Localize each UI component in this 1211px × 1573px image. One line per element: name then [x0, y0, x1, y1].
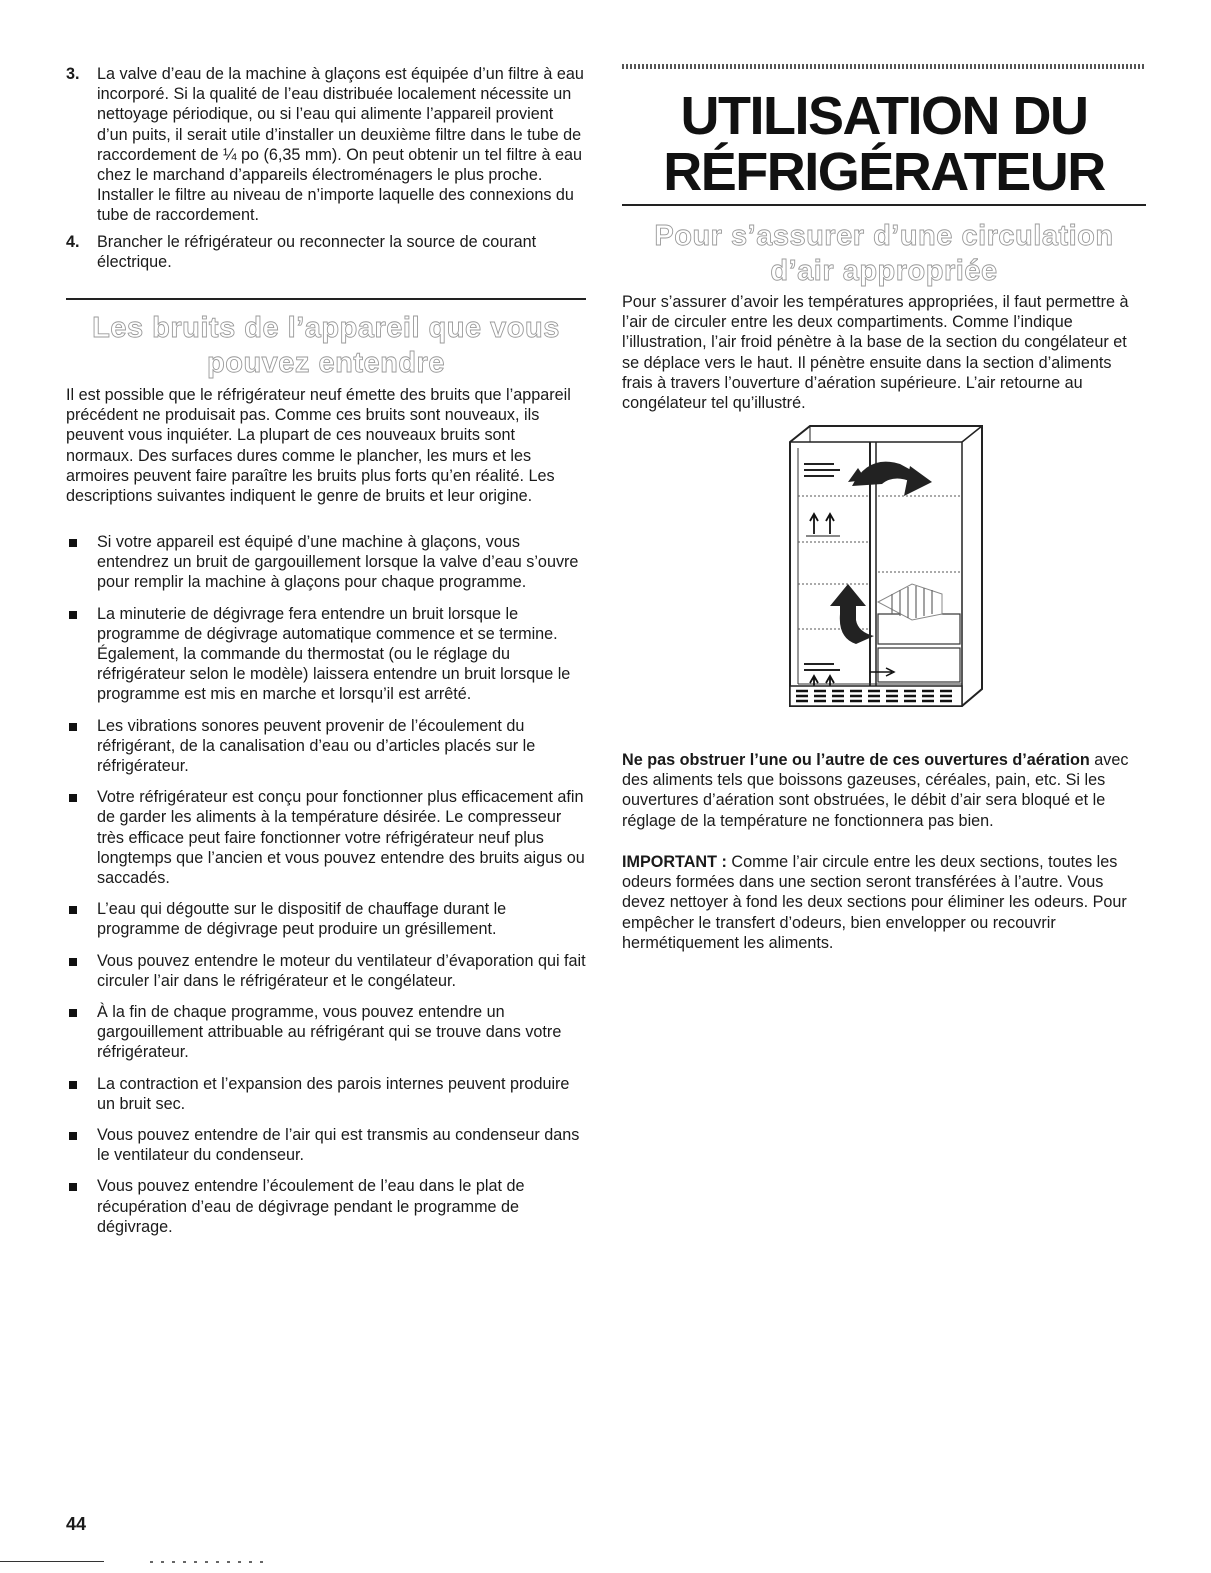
crisper-drawer [878, 648, 960, 682]
list-item: Vous pouvez entendre l’écoulement de l’eau dans le plat de récupération d’eau de dégivrage pendant le programme de dégivrage. [66, 1176, 586, 1237]
list-item: Les vibrations sonores peuvent provenir de l’écoulement du réfrigérant, de la canalisation d’eau ou d’articles placés sur le réfrigérateur. [66, 716, 586, 777]
important-label: IMPORTANT : [622, 853, 727, 871]
installation-steps [66, 64, 586, 272]
list-item: La contraction et l’expansion des parois internes peuvent produire un bruit sec. [66, 1074, 586, 1114]
list-item: La minuterie de dégivrage fera entendre un bruit lorsque le programme de dégivrage automatique commence et se termine. Également, la commande du thermostat (ou le réglage du réfrigérateur selon le modèle) laissera entendre un bruit lorsque le programme est mis en marche et lorsqu’il est arrêté. [66, 604, 586, 705]
page-number: 44 [66, 1514, 87, 1534]
list-item: L’eau qui dégoutte sur le dispositif de chauffage durant le programme de dégivrage peut produire un grésillement. [66, 899, 586, 939]
list-item: Vous pouvez entendre de l’air qui est transmis au condenseur dans le ventilateur du condenseur. [66, 1125, 586, 1165]
airflow-warning [622, 750, 1146, 831]
list-item: Votre réfrigérateur est conçu pour fonctionner plus efficacement afin de garder les aliments à la température désirée. Le compresseur très efficace peut faire fonctionner votre réfrigérateur neuf plus longtemps que l’ancien et vous pouvez entendre des bruits aigus ou saccadés. [66, 787, 586, 888]
step-number: 3. [66, 65, 80, 83]
section-divider [622, 204, 1146, 206]
footer-marks [150, 1561, 270, 1563]
step-4 [66, 232, 586, 272]
noises-list [66, 532, 586, 1248]
noises-intro: Il est possible que le réfrigérateur neuf émette des bruits que l’appareil précédent ne produisait pas. Comme ces bruits sont nouveaux, ils peuvent vous inquiéter. La plupart de ces nouveaux bruits sont normaux. Des surfaces dures comme le plancher, les murs et les armoires peuvent faire paraître les bruits plus forts qu’en réalité. Les descriptions suivantes indiquent le genre de bruits et leur origine. [66, 386, 571, 506]
important-note [622, 852, 1146, 953]
step-3 [66, 64, 586, 226]
page-title-line2: RÉFRIGÉRATEUR [663, 142, 1105, 202]
header-hatch-rule [622, 64, 1146, 69]
list-item: Vous pouvez entendre le moteur du ventilateur d’évaporation qui fait circuler l’air dans le réfrigérateur et le congélateur. [66, 951, 586, 991]
step-number: 4. [66, 232, 80, 251]
page-title [622, 88, 1146, 200]
page-title-line1: UTILISATION DU [680, 86, 1088, 146]
footer-rule [0, 1561, 104, 1562]
warning-text: avec des aliments tels que boissons gazeuses, céréales, pain, etc. Si les ouvertures d’aération sont obstruées, le débit d’air sera bloqué et le réglage de la température ne fonctionnera pas bien. [622, 751, 1129, 830]
warning-bold: Ne pas obstruer l’une ou l’autre de ces ouvertures d’aération [622, 751, 1090, 769]
step-text: La valve d’eau de la machine à glaçons est équipée d’un filtre à eau incorporé. Si la qualité de l’eau distribuée localement nécessite un nettoyage périodique, ou si l’eau qui alimente l’appareil provient d’un puits, il serait utile d’installer un deuxième filtre dans le tube de raccordement de ¼ po (6,35 mm). On peut obtenir un tel filtre à eau chez le marchand d’appareils électroménagers le plus proche. Installer le filtre au niveau de n’importe laquelle des connexions du tube de raccordement. [97, 65, 584, 225]
section-divider [66, 298, 586, 300]
airflow-intro: Pour s’assurer d’avoir les températures appropriées, il faut permettre à l’air de circuler entre les deux compartiments. Comme l’indique l’illustration, l’air froid pénètre à la base de la section du congélateur et se déplace vers le haut. Il pénètre ensuite dans la section d’aliments frais à travers l’ouverture d’aération supérieure. L’air retourne au congélateur tel qu’illustré. [622, 293, 1129, 413]
noises-heading: Les bruits de l’appareil que vous pouvez entendre [92, 312, 560, 379]
airflow-heading: Pour s’assurer d’une circulation d’air appropriée [654, 220, 1114, 287]
step-text: Brancher le réfrigérateur ou reconnecter la source de courant électrique. [97, 232, 537, 271]
refrigerator-airflow-illustration [782, 424, 992, 734]
list-item: Si votre appareil est équipé d’une machine à glaçons, vous entendrez un bruit de gargouillement lorsque la valve d’eau s’ouvre pour remplir la machine à glaçons pour chaque programme. [66, 532, 586, 593]
important-text: Comme l’air circule entre les deux sections, toutes les odeurs formées dans une section seront transférées à l’autre. Vous devez nettoyer à fond les deux sections pour éliminer les odeurs. Pour empêcher le transfert d’odeurs, bien envelopper ou recouvrir hermétiquement les aliments. [622, 853, 1127, 952]
list-item: À la fin de chaque programme, vous pouvez entendre un gargouillement attribuable au réfrigérant qui se trouve dans votre réfrigérateur. [66, 1002, 586, 1063]
